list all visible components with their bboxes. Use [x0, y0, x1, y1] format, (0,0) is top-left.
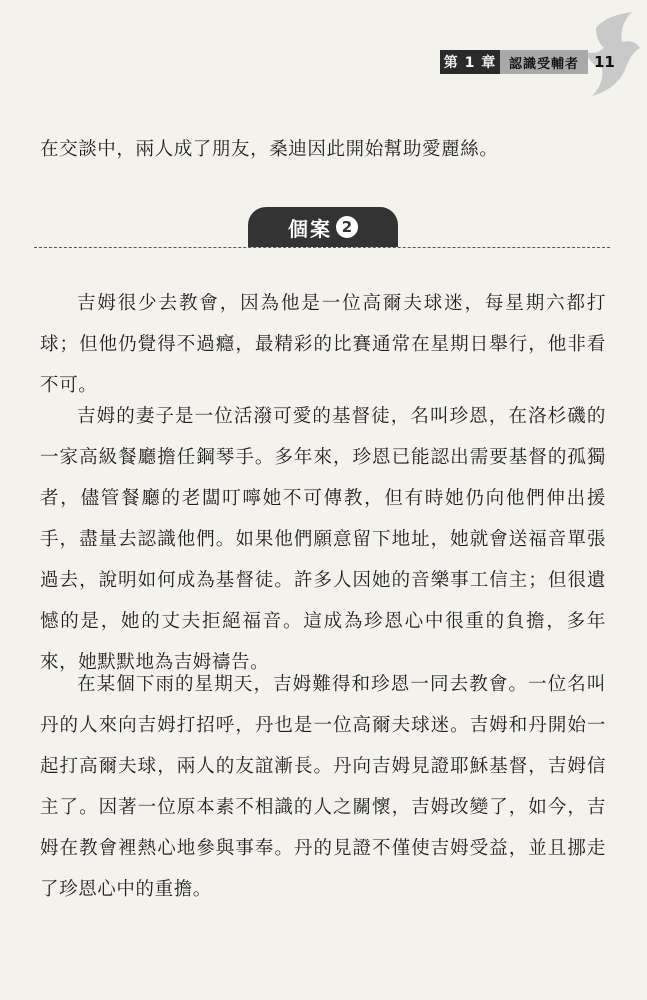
- intro-paragraph: 在交談中，兩人成了朋友，桑迪因此開始幫助愛麗絲。: [40, 139, 499, 160]
- case-number: 2: [336, 216, 358, 238]
- running-header: [440, 50, 615, 74]
- dashed-divider: [34, 247, 610, 248]
- body-paragraph: 吉姆的妻子是一位活潑可愛的基督徒，名叫珍恩，在洛杉磯的一家高級餐廳擔任鋼琴手。多年來，珍恩已能認出需要基督的孤獨者，儘管餐廳的老闆叮嚀她不可傳教，但有時她仍向他們伸出援手，盡量去認識他們。如果他們願意留下地址，她就會送福音單張過去，說明如何成為基督徒。許多人因她的音樂事工信主；但很遺憾的是，她的丈夫拒絕福音。這成為珍恩心中很重的負擔，多年來，她默默地為吉姆禱告。: [40, 406, 606, 673]
- case-label: [248, 207, 398, 247]
- case-label-text: 個案: [288, 216, 332, 241]
- body-paragraph: 吉姆很少去教會，因為他是一位高爾夫球迷，每星期六都打球；但他仍覺得不過癮，最精彩的比賽通常在星期日舉行，他非看不可。: [40, 293, 606, 396]
- chapter-tag: 第 1 章: [440, 50, 500, 74]
- chapter-title: 認識受輔者: [500, 50, 588, 74]
- page-number: 11: [594, 53, 615, 71]
- case-heading: [34, 207, 610, 257]
- body-paragraph: 在某個下雨的星期天，吉姆難得和珍恩一同去教會。一位名叫丹的人來向吉姆打招呼，丹也是一位高爾夫球迷。吉姆和丹開始一起打高爾夫球，兩人的友誼漸長。丹向吉姆見證耶穌基督，吉姆信主了。因著一位原本素不相識的人之關懷，吉姆改變了，如今，吉姆在教會裡熱心地參與事奉。丹的見證不僅使吉姆受益，並且挪走了珍恩心中的重擔。: [40, 674, 606, 900]
